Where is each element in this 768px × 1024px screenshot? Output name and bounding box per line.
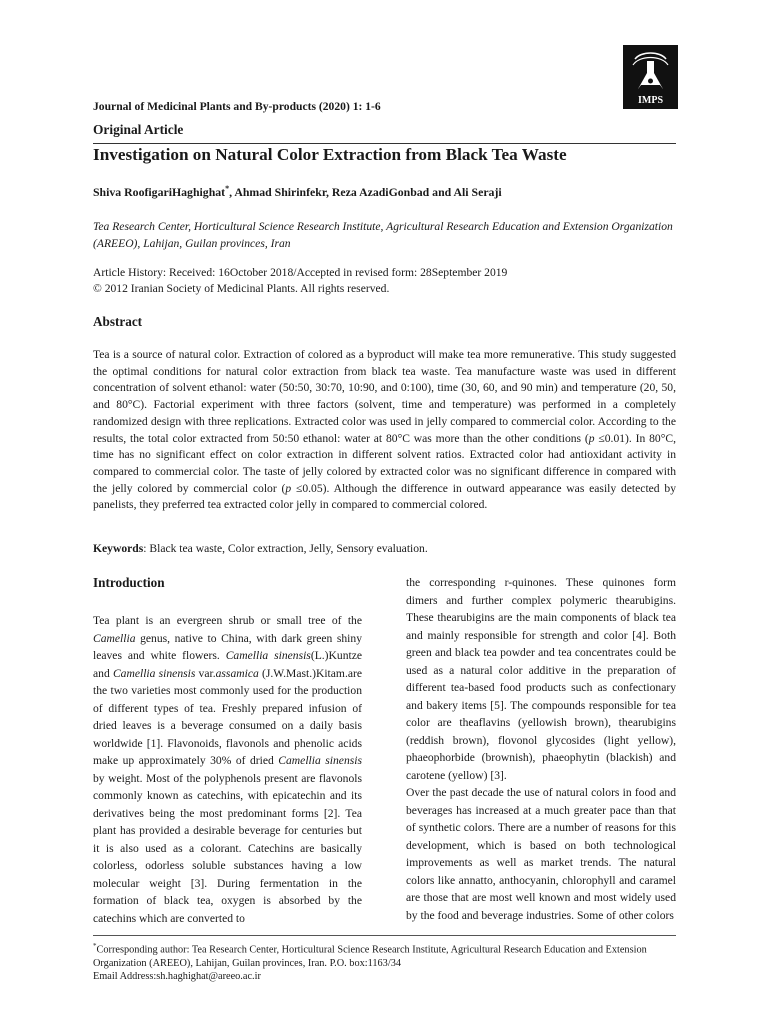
intro-right-paragraph-1: the corresponding r-quinones. These quinones form dimers and further complex polymeric thearubigins. These thearubigins are the main components of black tea and mainly responsible for strength and color [4]. Both green and black tea powder and tea concentrates could be used as a natural color additive in the preparation of different tea-based food products such as confectionary and bakery items [5]. The compounds responsible for tea color are theaflavins (yellowish brown), thearubigins (reddish brown), flovonol glycosides (light yellow), phaeophorbide (brownish), phaeophytin (blackish) and carotene (yellow) [3]. [406,576,676,782]
introduction-heading: Introduction [93,575,165,590]
first-author: Shiva RoofigariHaghighat [93,184,226,199]
article-type: Original Article [93,122,184,137]
copyright-line: © 2012 Iranian Society of Medicinal Plants. All rights reserved. [93,282,390,295]
corresponding-email: Email Address:sh.haghighat@areeo.ac.ir [93,970,261,982]
intro-right-paragraph-2: Over the past decade the use of natural colors in food and beverages has increased at a much greater pace than that of synthetic colors. There are a number of reasons for this development, which is based on both technological improvements as well as market trends. The natural colors like annatto, anthocyanin, chlorophyll and caramel are those that are most well known and most widely used by the food and beverage industries. Some of other colors [406,786,676,922]
logo-text: IMPS [638,95,663,106]
article-history [93,265,676,297]
journal-logo [623,45,678,109]
abstract-heading: Abstract [93,314,143,329]
keywords-text: : Black tea waste, Color extraction, Jelly, Sensory evaluation. [143,542,428,555]
author-list [93,184,502,200]
journal-citation: Journal of Medicinal Plants and By-products (2020) 1: 1-6 [93,100,381,113]
flask-emblem-icon [623,45,678,109]
footnote [93,940,676,983]
corresponding-marker: * [225,184,230,193]
keywords [93,542,676,555]
keywords-label: Keywords [93,542,144,555]
corresponding-author-note: Corresponding author: Tea Research Center, Horticultural Science Research Institute, Agricultural Research Education and Extension Organization (AREEO), Lahijan, Guilan provinces, Iran. P.O. box:1163/34 [93,944,647,969]
footnote-marker: * [93,942,97,950]
intro-left-column: Tea plant is an evergreen shrub or small tree of the Camellia genus, native to China, with dark green shiny leaves and white flowers. Camellia sinensis(L.)Kuntze and Camellia sinensis var.assamica (J.W.Mast.)Kitam.are the two varieties most commonly used for the production of different types of tea. Freshly prepared infusion of dried leaves is a beverage consumed on a daily basis worldwide [1]. Flavonoids, flavonols and phenolic acids make up approximately 30% of dried Camellia sinensis by weight. Most of the polyphenols present are flavonols commonly known as catechins, with epicatechin and its derivatives being the most predominant forms [2]. Tea plant has provided a desirable beverage for centuries but it is also used as a colorant. Catechins are basically colorless, odorless soluble substances having a low molecular weight [3]. During fermentation in the formation of black tea, oxygen is absorbed by the catechins which are converted to [93,614,363,925]
other-authors: , Ahmad Shirinfekr, Reza AzadiGonbad and Ali Seraji [229,184,502,199]
footnote-divider [93,935,676,936]
paper-title: Investigation on Natural Color Extraction from Black Tea Waste [93,145,567,164]
received-dates: Article History: Received: 16October 2018/Accepted in revised form: 28September 2019 [93,266,508,279]
abstract-body: Tea is a source of natural color. Extraction of colored as a byproduct will make tea more remunerative. This study suggested the optimal conditions for natural color extraction from black tea waste. Tea manufacture waste was used in different concentration of solvent ethanol: water (50:50, 30:70, 10:90, and 0:100), time (30, 60, and 90 min) and temperature (20, 50, and 80°C). Factorial experiment with three factors (solvent, time and temperature) was performed in a completely randomized design with three replications. Extracted color was used in jelly compared to commercial color. According to the results, the total color extracted from 50:50 ethanol: water at 80°C was more than the other conditions (p ≤0.01). In 80°C, time has no significant effect on color extraction in different solvent ratios. Extracted color had antioxidant activity in compared to commercial color. The taste of jelly colored by extracted color was no significant difference in compared with the jelly colored by commercial color (p ≤0.05). Although the difference in outward appearance was easily detected by panelists, they preferred tea extracted color jelly in compared to commercial colored. [93,348,677,512]
intro-right-column [406,574,676,924]
affiliation: Tea Research Center, Horticultural Science Research Institute, Agricultural Research Education and Extension Organization (AREEO), Lahijan, Guilan provinces, Iran [93,220,673,250]
header-divider [93,143,676,144]
